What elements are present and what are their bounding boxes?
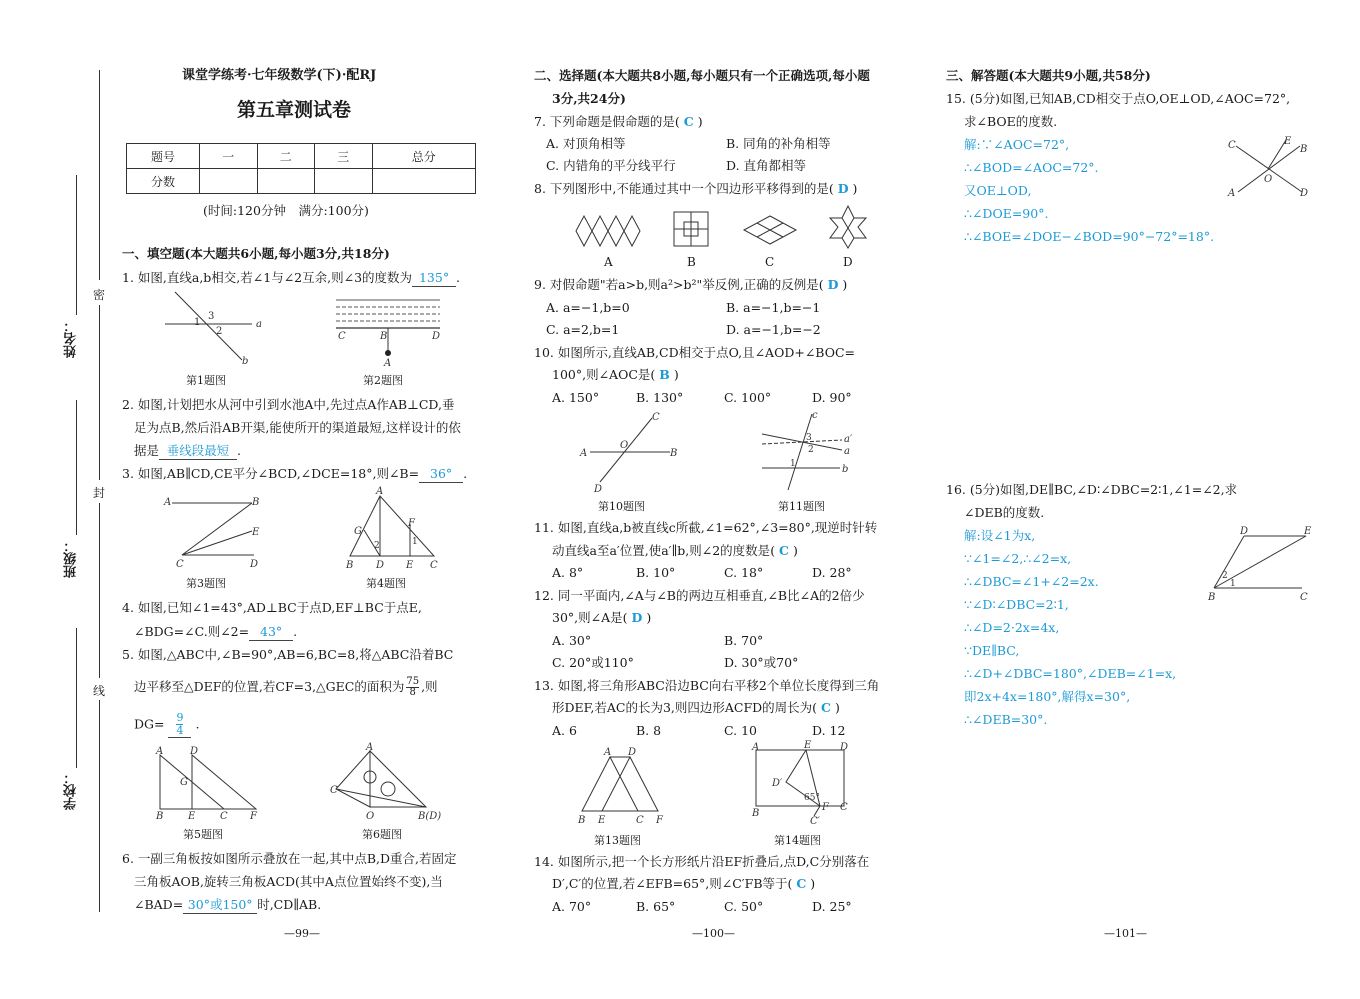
q7-option-a: A. 对顶角相等 <box>546 136 626 151</box>
svg-text:B: B <box>252 497 260 508</box>
svg-text:F: F <box>822 802 829 813</box>
q2-text: 据是 <box>134 443 160 458</box>
q10-option-d: D. 90° <box>812 390 852 405</box>
svg-text:1: 1 <box>194 317 201 328</box>
svg-text:D: D <box>594 484 603 495</box>
svg-text:2: 2 <box>808 445 814 455</box>
figure-q15 <box>1228 136 1312 200</box>
q7-option-d: D. 直角都相等 <box>726 158 807 173</box>
svg-text:E: E <box>188 811 196 822</box>
svg-text:a′: a′ <box>844 434 853 445</box>
figure-caption: 第10题图 <box>598 500 645 513</box>
q2-line1: 2. 如图,计划把水从河中引到水池A中,先过点A作AB⊥CD,垂 <box>122 397 455 412</box>
q16-line2: ∠DEB的度数. <box>964 505 1045 520</box>
svg-text:F: F <box>656 815 663 826</box>
svg-text:G: G <box>354 526 362 537</box>
q5-answer <box>168 712 191 738</box>
q14-option-c: C. 50° <box>724 899 764 914</box>
q14-option-a: A. 70° <box>552 899 592 914</box>
sidebar-line-name <box>76 175 77 315</box>
q14-line2: D′,C′的位置,若∠EFB=65°,则∠C′FB等于( C ) <box>552 876 816 891</box>
section2-heading: 二、选择题(本大题共8小题,每小题只有一个正确选项,每小题 <box>534 68 870 83</box>
figure-q2 <box>334 296 444 368</box>
q16-solution-8: 即2x+4x=180°,解得x=30°, <box>964 689 1131 704</box>
q2-line2: 足为点B,然后沿AB开渠,能使所开的渠道最短,这样设计的依 <box>134 420 461 435</box>
score-col-header: 二 <box>257 144 315 169</box>
figure-q4 <box>342 488 442 570</box>
series-header: 课堂学练考·七年级数学(下)·配RJ <box>182 68 377 83</box>
q6-line3 <box>134 897 321 914</box>
q8-answer: D <box>837 181 849 196</box>
q10-text: 100°,则∠AOC是 <box>552 367 651 382</box>
svg-text:D: D <box>190 746 199 757</box>
svg-text:C: C <box>1300 592 1308 603</box>
q2-line3 <box>134 443 241 460</box>
figure-q5 <box>152 745 262 821</box>
figure-q11 <box>760 410 856 492</box>
svg-text:B: B <box>1300 144 1308 155</box>
q16-solution-4: ∵∠D∶∠DBC=2∶1, <box>964 597 1069 612</box>
svg-text:C′: C′ <box>810 816 820 827</box>
q5-line1: 5. 如图,△ABC中,∠B=90°,AB=6,BC=8,将△ABC沿着BC <box>122 647 454 662</box>
svg-text:O: O <box>1264 174 1273 185</box>
svg-text:A: A <box>604 747 612 758</box>
svg-text:B: B <box>380 331 388 342</box>
svg-text:B(D): B(D) <box>418 811 442 822</box>
svg-text:C: C <box>840 802 848 813</box>
svg-text:1: 1 <box>790 459 796 469</box>
q4-line2 <box>134 624 297 641</box>
school-label: 学校： <box>64 771 79 810</box>
figure-q6 <box>330 742 450 822</box>
svg-text:C: C <box>220 811 228 822</box>
q3-tail: . <box>463 466 468 481</box>
q11-text: 动直线a至a′位置,使a′∥b,则∠2的度数是 <box>552 543 771 558</box>
svg-text:B: B <box>578 815 586 826</box>
svg-text:C: C <box>652 412 660 423</box>
q8-label-b: B <box>687 255 696 269</box>
q9-text: 9. 对假命题"若a>b,则a²>b²"举反例,正确的反例是 <box>534 277 819 292</box>
svg-text:C: C <box>430 560 438 571</box>
svg-text:O: O <box>366 811 375 822</box>
svg-text:D: D <box>250 559 259 570</box>
figure-caption: 第11题图 <box>778 500 825 513</box>
svg-text:B: B <box>1208 592 1216 603</box>
q4-text: ∠BDG=∠C.则∠2= <box>134 624 250 639</box>
q5-tail: . <box>195 716 200 732</box>
q16-solution-6: ∵DE∥BC, <box>964 643 1020 658</box>
q14-option-d: D. 25° <box>812 899 852 914</box>
svg-text:C: C <box>176 559 184 570</box>
score-cell[interactable] <box>257 169 315 194</box>
page-number: —100— <box>692 927 735 940</box>
svg-text:E: E <box>598 815 606 826</box>
svg-text:A: A <box>384 358 392 369</box>
svg-text:F: F <box>408 518 415 529</box>
q11-line1: 11. 如图,直线a,b被直线c所截,∠1=62°,∠3=80°,现逆时针转 <box>534 520 878 535</box>
svg-text:A: A <box>752 742 760 753</box>
q7-answer: C <box>683 114 694 129</box>
q3 <box>122 466 467 483</box>
score-col-header: 三 <box>315 144 373 169</box>
score-cell[interactable] <box>315 169 373 194</box>
svg-text:A: A <box>1228 188 1236 199</box>
score-cell[interactable] <box>372 169 476 194</box>
q16-solution-9: ∴∠DEB=30°. <box>964 712 1048 727</box>
svg-text:E: E <box>406 560 414 571</box>
seal-line-3 <box>99 503 100 678</box>
q5-fraction <box>406 677 419 698</box>
svg-text:3: 3 <box>806 433 812 443</box>
q9-option-a: A. a=−1,b=0 <box>546 300 630 315</box>
svg-text:B: B <box>346 560 354 571</box>
svg-text:A: A <box>164 497 172 508</box>
sidebar-line-school <box>76 628 77 768</box>
svg-text:D: D <box>1300 188 1309 199</box>
q15-solution-3: 又OE⊥OD, <box>964 183 1032 198</box>
q5-text: 边平移至△DEF的位置,若CF=3,△GEC的面积为 <box>134 679 405 694</box>
svg-text:D: D <box>376 560 385 571</box>
q7-text: 7. 下列命题是假命题的是 <box>534 114 675 129</box>
q5-ans-den: 4 <box>176 724 184 737</box>
q13-option-b: B. 8 <box>636 723 662 738</box>
figure-caption: 第13题图 <box>594 834 641 847</box>
svg-text:c: c <box>812 410 818 421</box>
q9-option-c: C. a=2,b=1 <box>546 322 620 337</box>
q11-option-b: B. 10° <box>636 565 676 580</box>
q15-line2: 求∠BOE的度数. <box>964 114 1058 129</box>
svg-text:2: 2 <box>374 541 380 551</box>
svg-text:F: F <box>250 811 257 822</box>
q16-solution-3: ∴∠DBC=∠1+∠2=2x. <box>964 574 1099 589</box>
q10-option-b: B. 130° <box>636 390 684 405</box>
svg-text:1: 1 <box>1230 579 1236 589</box>
svg-text:E: E <box>1304 526 1312 537</box>
q8-text: 8. 下列图形中,不能通过其中一个四边形平移得到的是 <box>534 181 829 196</box>
figure-caption: 第1题图 <box>186 374 226 387</box>
figure-caption: 第4题图 <box>366 577 406 590</box>
q11-option-a: A. 8° <box>552 565 584 580</box>
svg-text:C: C <box>330 785 338 796</box>
q14-answer: C <box>796 876 807 891</box>
q1-tail: . <box>456 270 461 285</box>
q14-line1: 14. 如图所示,把一个长方形纸片沿EF折叠后,点D,C分别落在 <box>534 854 870 869</box>
q15-solution-5: ∴∠BOE=∠DOE−∠BOD=90°−72°=18°. <box>964 229 1215 244</box>
figure-caption: 第14题图 <box>774 834 821 847</box>
seal-char-mi: 密 <box>93 288 106 302</box>
section2-heading-2: 3分,共24分) <box>552 91 626 106</box>
figure-q1 <box>160 290 270 368</box>
q13-option-a: A. 6 <box>552 723 577 738</box>
svg-text:a: a <box>844 446 850 457</box>
q12-option-d: D. 30°或70° <box>724 655 799 670</box>
q8-label-a: A <box>604 255 613 269</box>
q15-solution-2: ∴∠BOD=∠AOC=72°. <box>964 160 1099 175</box>
q16-solution-5: ∴∠D=2·2x=4x, <box>964 620 1060 635</box>
q13-line2: 形DEF,若AC的长为3,则四边形ACFD的周长为( C ) <box>552 700 840 715</box>
svg-text:D: D <box>840 742 849 753</box>
q8-label-c: C <box>765 255 775 269</box>
q13-answer: C <box>821 700 831 715</box>
q12-line2: 30°,则∠A是( D ) <box>552 610 652 625</box>
figure-caption: 第2题图 <box>363 374 403 387</box>
svg-text:3: 3 <box>208 311 215 322</box>
figure-q13 <box>574 745 674 825</box>
figure-q8-d <box>828 204 868 250</box>
svg-text:1: 1 <box>412 537 418 547</box>
svg-text:65°: 65° <box>804 793 820 803</box>
q9-option-d: D. a=−1,b=−2 <box>726 322 821 337</box>
score-col-header: 题号 <box>127 144 200 169</box>
score-col-header: 总分 <box>372 144 476 169</box>
q2-answer: 垂线段最短 <box>159 443 237 460</box>
seal-line-4 <box>99 700 100 912</box>
figure-caption: 第3题图 <box>186 577 226 590</box>
q10-line2: 100°,则∠AOC是( B ) <box>552 367 679 382</box>
q14-text: D′,C′的位置,若∠EFB=65°,则∠C′FB等于 <box>552 876 788 891</box>
q6-line1: 6. 一副三角板按如图所示叠放在一起,其中点B,D重合,若固定 <box>122 851 457 866</box>
svg-text:A: A <box>376 486 384 497</box>
q2-tail: . <box>237 443 241 458</box>
svg-text:D′: D′ <box>772 778 783 789</box>
q10-line1: 10. 如图所示,直线AB,CD相交于点O,且∠AOD+∠BOC= <box>534 345 856 360</box>
svg-text:A: A <box>366 742 374 753</box>
svg-text:D: D <box>432 331 441 342</box>
q9-stem: 9. 对假命题"若a>b,则a²>b²"举反例,正确的反例是( D ) <box>534 277 848 292</box>
q11-option-d: D. 28° <box>812 565 852 580</box>
svg-text:b: b <box>242 356 249 367</box>
svg-text:a: a <box>256 319 262 330</box>
svg-text:B: B <box>156 811 164 822</box>
q11-line2: 动直线a至a′位置,使a′∥b,则∠2的度数是( C ) <box>552 543 798 558</box>
q5-ans-num: 9 <box>176 711 184 724</box>
q15-solution-4: ∴∠DOE=90°. <box>964 206 1049 221</box>
q7-option-b: B. 同角的补角相等 <box>726 136 831 151</box>
figure-q16 <box>1206 526 1316 602</box>
score-table <box>126 143 476 194</box>
figure-caption: 第5题图 <box>183 828 223 841</box>
figure-q14 <box>752 742 856 826</box>
svg-text:b: b <box>842 464 849 475</box>
q3-text: 3. 如图,AB∥CD,CE平分∠BCD,∠DCE=18°,则∠B= <box>122 466 420 481</box>
q5-text-b: ,则 <box>421 679 438 694</box>
q5-line3 <box>134 712 199 738</box>
svg-text:A: A <box>156 746 164 757</box>
page-number: —99— <box>284 927 320 940</box>
svg-text:O: O <box>620 440 629 451</box>
q6-tail: 时,CD∥AB. <box>257 897 322 912</box>
q9-option-b: B. a=−1,b=−1 <box>726 300 821 315</box>
seal-line-2 <box>99 305 100 480</box>
seal-char-feng: 封 <box>93 486 106 500</box>
score-col-header: 一 <box>200 144 258 169</box>
svg-text:C: C <box>338 331 346 342</box>
q12-line1: 12. 同一平面内,∠A与∠B的两边互相垂直,∠B比∠A的2倍少 <box>534 588 865 603</box>
q14-option-b: B. 65° <box>636 899 676 914</box>
seal-line-1 <box>99 70 100 280</box>
q13-line1: 13. 如图,将三角形ABC沿边BC向右平移2个单位长度得到三角 <box>534 678 880 693</box>
figure-q10 <box>578 410 688 495</box>
q1-text: 1. 如图,直线a,b相交,若∠1与∠2互余,则∠3的度数为 <box>122 270 413 285</box>
sidebar-line-class <box>76 400 77 535</box>
q1-answer: 135° <box>412 270 456 287</box>
section3-heading: 三、解答题(本大题共9小题,共58分) <box>946 68 1151 83</box>
svg-text:2: 2 <box>1222 571 1228 581</box>
q7-option-c: C. 内错角的平分线平行 <box>546 158 676 173</box>
q6-text: ∠BAD= <box>134 897 184 912</box>
q11-answer: C <box>779 543 789 558</box>
q8-stem: 8. 下列图形中,不能通过其中一个四边形平移得到的是( D ) <box>534 181 858 196</box>
q9-answer: D <box>827 277 839 292</box>
section1-heading: 一、填空题(本大题共6小题,每小题3分,共18分) <box>122 246 390 261</box>
exam-time: (时间:120分钟 满分:100分) <box>203 203 369 218</box>
q4-answer: 43° <box>249 624 293 641</box>
q5-text-c: DG= <box>134 716 165 732</box>
svg-text:B: B <box>670 448 678 459</box>
q4-tail: . <box>293 624 298 639</box>
q16-solution-7: ∴∠D+∠DBC=180°,∠DEB=∠1=x, <box>964 666 1177 681</box>
page-number: —101— <box>1104 927 1147 940</box>
q12-option-a: A. 30° <box>552 633 592 648</box>
q10-option-a: A. 150° <box>552 390 600 405</box>
svg-text:C: C <box>636 815 644 826</box>
score-row-label: 分数 <box>127 169 200 194</box>
q6-answer: 30°或150° <box>183 897 257 914</box>
svg-text:A: A <box>580 448 588 459</box>
figure-caption: 第6题图 <box>362 828 402 841</box>
q12-text: 30°,则∠A是 <box>552 610 623 625</box>
q4-line1: 4. 如图,已知∠1=43°,AD⊥BC于点D,EF⊥BC于点E, <box>122 600 422 615</box>
q13-option-d: D. 12 <box>812 723 846 738</box>
q10-option-c: C. 100° <box>724 390 772 405</box>
svg-text:D: D <box>1240 526 1249 537</box>
q5-frac-num: 75 <box>406 676 420 687</box>
q10-answer: B <box>659 367 670 382</box>
seal-char-xian: 线 <box>93 684 106 698</box>
q15-line1: 15. (5分)如图,已知AB,CD相交于点O,OE⊥OD,∠AOC=72°, <box>946 91 1291 106</box>
svg-text:E: E <box>1284 136 1292 147</box>
class-label: 班级： <box>64 539 79 578</box>
svg-text:C: C <box>1228 140 1236 151</box>
q3-answer: 36° <box>419 466 463 483</box>
q16-line1: 16. (5分)如图,DE∥BC,∠D∶∠DBC=2∶1,∠1=∠2,求 <box>946 482 1238 497</box>
name-label: 姓名： <box>64 319 79 358</box>
figure-q8-c <box>742 214 802 248</box>
q16-solution-2: ∵∠1=∠2,∴∠2=x, <box>964 551 1072 566</box>
figure-q3 <box>162 493 272 571</box>
svg-text:E: E <box>804 740 812 751</box>
q15-solution-1: 解:∵∠AOC=72°, <box>964 137 1070 152</box>
svg-text:G: G <box>180 777 188 788</box>
q13-option-c: C. 10 <box>724 723 757 738</box>
figure-q8-b <box>670 208 712 250</box>
q11-option-c: C. 18° <box>724 565 764 580</box>
q1 <box>122 270 460 287</box>
q13-text: 形DEF,若AC的长为3,则四边形ACFD的周长为 <box>552 700 813 715</box>
q8-label-d: D <box>843 255 853 269</box>
svg-text:B: B <box>752 808 760 819</box>
q12-option-c: C. 20°或110° <box>552 655 634 670</box>
page-title: 第五章测试卷 <box>237 99 352 121</box>
q16-solution-1: 解:设∠1为x, <box>964 528 1036 543</box>
figure-q8-a <box>574 214 644 250</box>
q5-frac-den: 8 <box>409 687 416 698</box>
svg-text:E: E <box>252 527 260 538</box>
svg-text:2: 2 <box>216 326 223 337</box>
q5-line2 <box>134 677 438 698</box>
q12-option-b: B. 70° <box>724 633 764 648</box>
svg-text:D: D <box>628 747 637 758</box>
q6-line2: 三角板AOB,旋转三角板ACD(其中A点位置始终不变),当 <box>134 874 443 889</box>
score-cell[interactable] <box>200 169 258 194</box>
q7-stem: 7. 下列命题是假命题的是( C ) <box>534 114 703 129</box>
q12-answer: D <box>631 610 643 625</box>
